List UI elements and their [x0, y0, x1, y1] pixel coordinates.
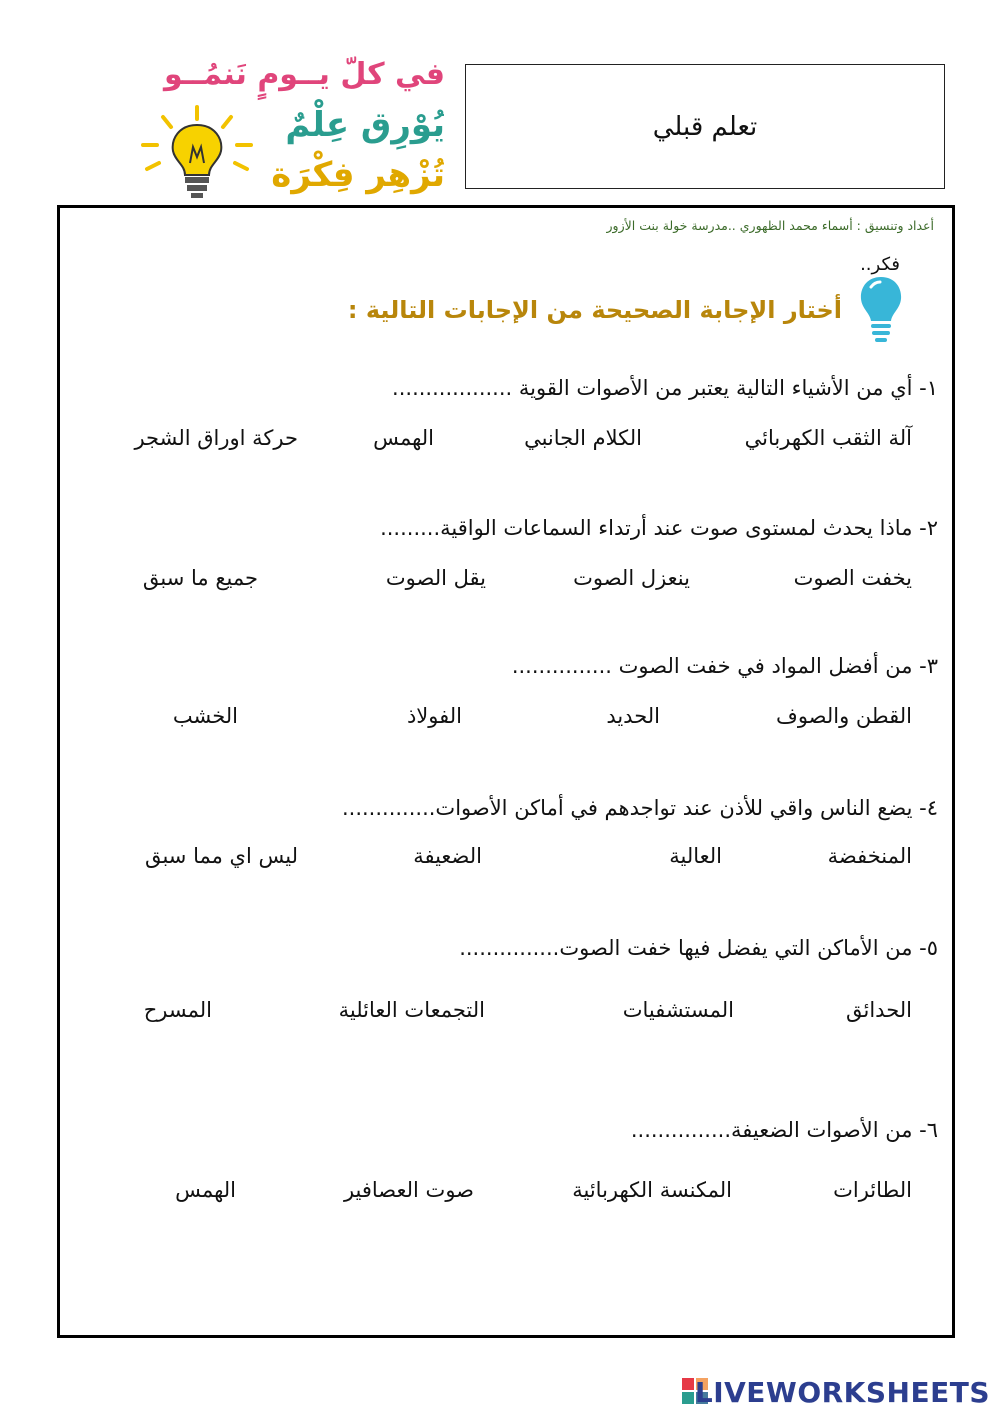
question-1: ١- أي من الأشياء التالية يعتبر من الأصوات القوية ..................	[392, 376, 938, 400]
options-row-3	[60, 704, 952, 734]
options-row-4	[60, 844, 952, 874]
option[interactable]: الحدائق	[845, 998, 912, 1022]
option[interactable]: ليس اي مما سبق	[144, 844, 298, 868]
credit-line: أعداد وتنسيق : أسماء محمد الظهوري ..مدرسة خولة بنت الأزور	[606, 218, 934, 233]
options-row-1	[60, 426, 952, 456]
option[interactable]: آلة الثقب الكهربائي	[744, 426, 912, 450]
option[interactable]: الطائرات	[833, 1178, 912, 1202]
option[interactable]: المستشفيات	[622, 998, 734, 1022]
option[interactable]: الهمس	[373, 426, 434, 450]
option[interactable]: ينعزل الصوت	[573, 566, 690, 590]
think-label: فكر..	[860, 254, 900, 275]
logo-line-2: يُوْرِق عِلْمٌ	[285, 105, 445, 145]
option[interactable]: جميع ما سبق	[142, 566, 258, 590]
lightbulb-icon	[135, 105, 260, 200]
options-row-5	[60, 998, 952, 1028]
option[interactable]: المسرح	[143, 998, 212, 1022]
option[interactable]: العالية	[669, 844, 722, 868]
title-box	[465, 64, 945, 189]
options-row-2	[60, 566, 952, 596]
question-6: ٦- من الأصوات الضعيفة...............	[630, 1118, 938, 1142]
page-title: تعلم قبلي	[652, 111, 758, 142]
option[interactable]: الهمس	[175, 1178, 236, 1202]
option[interactable]: صوت العصافير	[343, 1178, 474, 1202]
question-2: ٢- ماذا يحدث لمستوى صوت عند أرتداء السماعات الواقية.........	[380, 516, 938, 540]
option[interactable]: الضعيفة	[413, 844, 482, 868]
options-row-6	[60, 1178, 952, 1208]
question-3: ٣- من أفضل المواد في خفت الصوت ...............	[511, 654, 938, 678]
option[interactable]: المكنسة الكهربائية	[572, 1178, 732, 1202]
question-4: ٤- يضع الناس واقي للأذن عند تواجدهم في أماكن الأصوات..............	[341, 796, 938, 820]
lightbulb-icon	[855, 273, 907, 345]
logo-line-1: في كلّ يــومٍ نَنمُــو	[163, 57, 445, 92]
worksheet-frame	[57, 205, 955, 1338]
logo-line-3: تُزْهِر فِكْرَة	[271, 155, 445, 195]
question-5: ٥- من الأماكن التي يفضل فيها خفت الصوت...............	[459, 936, 938, 960]
option[interactable]: الكلام الجانبي	[524, 426, 642, 450]
option[interactable]: الفولاذ	[406, 704, 462, 728]
option[interactable]: المنخفضة	[827, 844, 912, 868]
logo	[135, 55, 445, 200]
option[interactable]: التجمعات العائلية	[338, 998, 485, 1022]
option[interactable]: القطن والصوف	[776, 704, 912, 728]
option[interactable]: يقل الصوت	[385, 566, 486, 590]
instructions: أختار الإجابة الصحيحة من الإجابات التالية :	[347, 296, 842, 324]
option[interactable]: يخفت الصوت	[793, 566, 912, 590]
option[interactable]: حركة اوراق الشجر	[134, 426, 298, 450]
option[interactable]: الحديد	[606, 704, 660, 728]
option[interactable]: الخشب	[172, 704, 238, 728]
footer-brand[interactable]: LIVEWORKSHEETS	[694, 1376, 990, 1409]
